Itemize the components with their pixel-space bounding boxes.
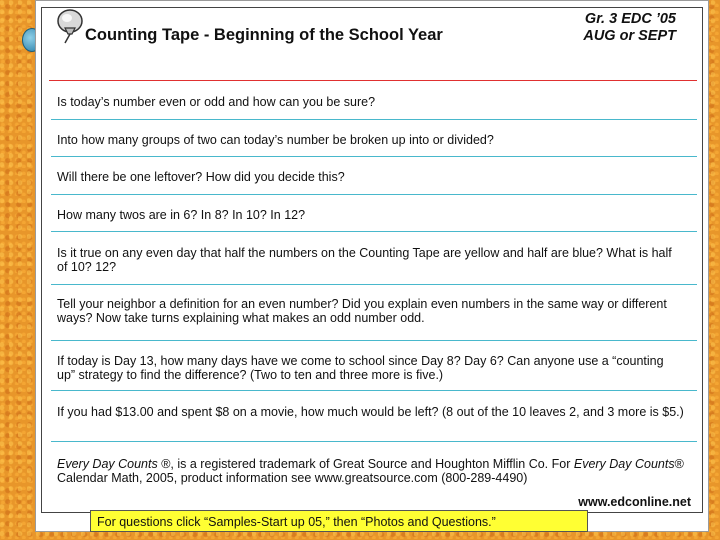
brand-name: Every Day Counts bbox=[573, 457, 675, 471]
credit-text: ® Calendar Math, 2005, product information see www.greatsource.com (800-289-4490) bbox=[57, 457, 684, 485]
question-divider bbox=[51, 119, 697, 120]
grade-line: Gr. 3 EDC ’05 bbox=[584, 11, 676, 27]
question-divider bbox=[51, 340, 697, 341]
question-divider bbox=[51, 441, 697, 442]
brand-name: Every Day Counts bbox=[57, 457, 158, 471]
website-link[interactable]: www.edconline.net bbox=[578, 495, 691, 509]
question-2: Into how many groups of two can today’s number be broken up into or divided? bbox=[57, 133, 494, 147]
question-5: Is it true on any even day that half the numbers on the Counting Tape are yellow and half are blue? What is half of 10? 12? bbox=[57, 246, 672, 274]
question-8: If you had $13.00 and spent $8 on a movie, how much would be left? (8 out of the 10 leaves 2, and 3 more is $5.) bbox=[57, 405, 684, 419]
question-divider bbox=[51, 194, 697, 195]
trademark-credit bbox=[57, 457, 684, 485]
footer-note: For questions click “Samples-Start up 05,” then “Photos and Questions.” bbox=[90, 510, 588, 532]
credit-text: ®, is a registered trademark of Great Source and Houghton Mifflin Co. For bbox=[157, 457, 574, 471]
question-3: Will there be one leftover? How did you decide this? bbox=[57, 170, 345, 184]
question-6: Tell your neighbor a definition for an even number? Did you explain even numbers in the same way or different ways? Now take turns explaining what makes an odd number odd. bbox=[57, 297, 667, 325]
question-7: If today is Day 13, how many days have we come to school since Day 8? Day 6? Can anyone use a “counting up” strategy to find the difference? (Two to ten and three more is five.) bbox=[57, 354, 664, 382]
question-divider bbox=[51, 231, 697, 232]
header-divider bbox=[49, 80, 697, 81]
question-1: Is today’s number even or odd and how can you be sure? bbox=[57, 95, 376, 109]
page-title: Counting Tape - Beginning of the School Year bbox=[85, 26, 443, 44]
question-divider bbox=[51, 284, 697, 285]
month-line: AUG or SEPT bbox=[583, 28, 676, 44]
question-divider bbox=[51, 156, 697, 157]
pushpin-icon bbox=[55, 8, 87, 44]
decorative-border bbox=[0, 0, 34, 540]
question-4: How many twos are in 6? In 8? In 10? In 12? bbox=[57, 208, 306, 222]
grade-label bbox=[583, 11, 676, 45]
question-divider bbox=[51, 390, 697, 391]
slide-page bbox=[35, 0, 709, 532]
